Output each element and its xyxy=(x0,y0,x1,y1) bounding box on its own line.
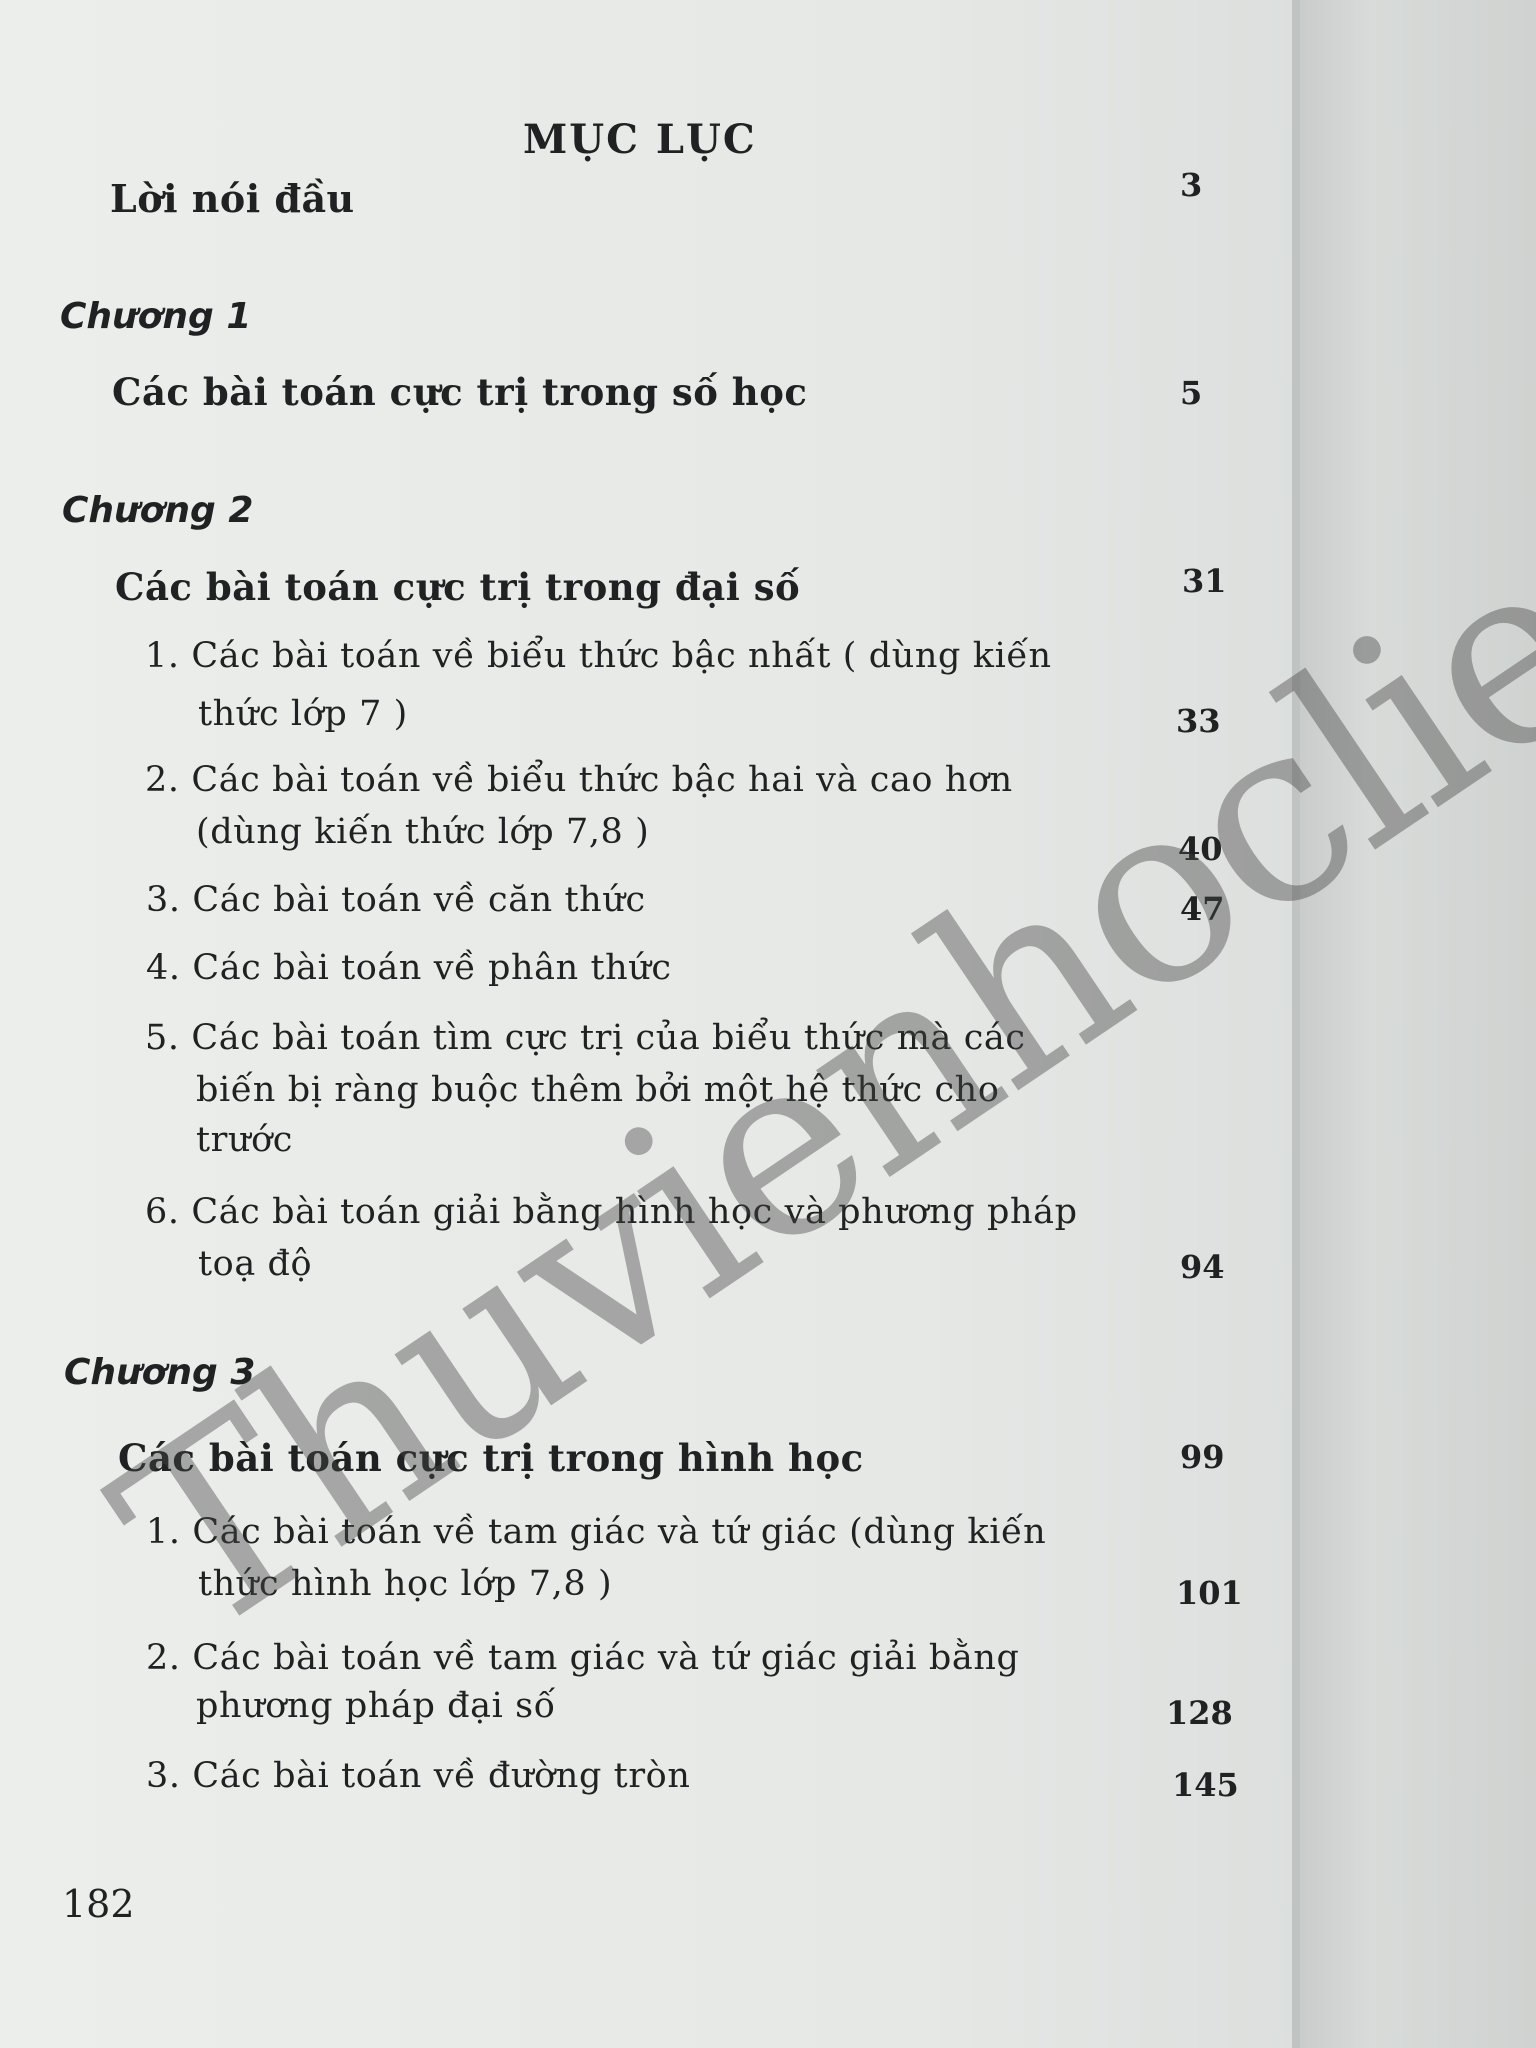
toc-item-2-3-page: 47 xyxy=(1180,890,1225,928)
toc-chapter-3-heading: Các bài toán cực trị trong hình học xyxy=(118,1436,864,1480)
toc-item-2-5-line-1: 5. Các bài toán tìm cực trị của biểu thức mà các xyxy=(145,1018,1026,1058)
page-number: 182 xyxy=(62,1882,135,1926)
toc-item-2-4-line-1: 4. Các bài toán về phân thức xyxy=(146,948,672,988)
toc-item-2-6-line-2: toạ độ xyxy=(198,1244,313,1284)
toc-item-2-2-line-1: 2. Các bài toán về biểu thức bậc hai và cao hơn xyxy=(145,760,1013,800)
toc-chapter-2-heading: Các bài toán cực trị trong đại số xyxy=(115,565,801,609)
toc-item-2-3-line-1: 3. Các bài toán về căn thức xyxy=(146,880,646,920)
toc-item-3-3-line-1: 3. Các bài toán về đường tròn xyxy=(146,1756,691,1796)
toc-item-2-6-line-1: 6. Các bài toán giải bằng hình học và phương pháp xyxy=(145,1192,1078,1232)
toc-item-2-1-page: 33 xyxy=(1176,702,1221,740)
toc-chapter-3-label: Chương 3 xyxy=(64,1352,256,1393)
toc-item-2-1-line-1: 1. Các bài toán về biểu thức bậc nhất ( dùng kiến xyxy=(145,636,1052,676)
page-title: MỤC LỤC xyxy=(523,116,757,163)
toc-item-3-1-page: 101 xyxy=(1176,1574,1243,1612)
toc-chapter-1-heading: Các bài toán cực trị trong số học xyxy=(112,370,808,414)
toc-item-2-1-line-2: thức lớp 7 ) xyxy=(198,694,408,734)
book-gutter xyxy=(1300,0,1536,2048)
page-gutter-shadow xyxy=(1292,0,1300,2048)
toc-item-2-6-page: 94 xyxy=(1180,1248,1225,1286)
toc-item-2-5-line-3: trước xyxy=(196,1120,294,1160)
toc-chapter-2-label: Chương 2 xyxy=(62,490,254,531)
toc-item-3-2-line-1: 2. Các bài toán về tam giác và tứ giác giải bằng xyxy=(146,1638,1020,1678)
toc-preface-label: Lời nói đầu xyxy=(110,176,355,221)
toc-preface-page: 3 xyxy=(1180,166,1203,204)
toc-chapter-1-label: Chương 1 xyxy=(60,296,252,337)
toc-item-2-2-page: 40 xyxy=(1178,830,1223,868)
toc-item-2-2-line-2: (dùng kiến thức lớp 7,8 ) xyxy=(196,812,650,852)
toc-item-2-5-line-2: biến bị ràng buộc thêm bởi một hệ thức cho xyxy=(196,1070,1000,1110)
toc-chapter-1-page: 5 xyxy=(1180,374,1203,412)
toc-item-3-3-page: 145 xyxy=(1172,1766,1239,1804)
toc-chapter-2-page: 31 xyxy=(1182,562,1227,600)
toc-item-3-1-line-2: thức hình học lớp 7,8 ) xyxy=(198,1564,613,1604)
toc-item-3-2-page: 128 xyxy=(1166,1694,1233,1732)
toc-item-3-2-line-2: phương pháp đại số xyxy=(196,1686,556,1726)
toc-chapter-3-page: 99 xyxy=(1180,1438,1225,1476)
toc-item-3-1-line-1: 1. Các bài toán về tam giác và tứ giác (dùng kiến xyxy=(146,1512,1047,1552)
